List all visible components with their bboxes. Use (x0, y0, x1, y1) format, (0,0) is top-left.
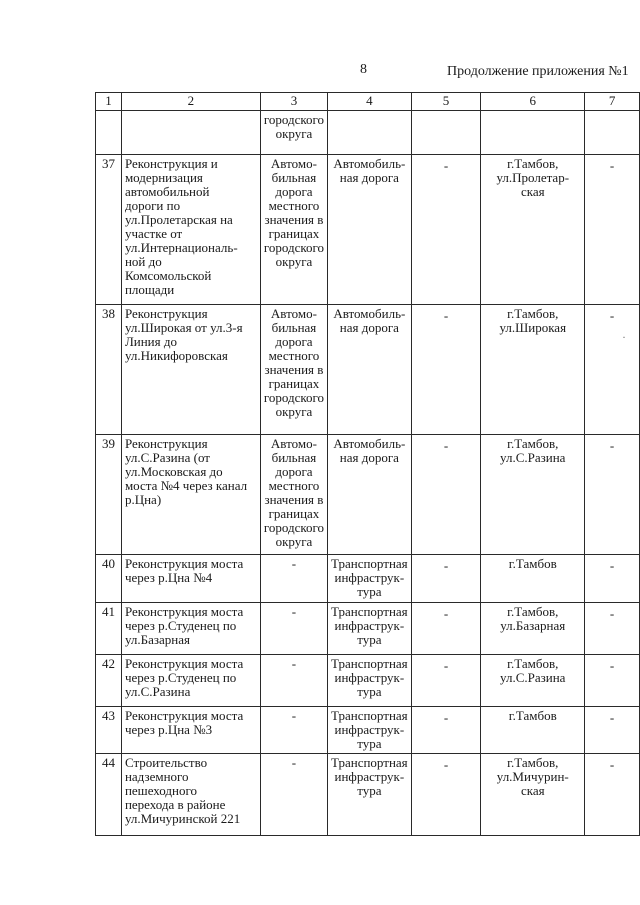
row-number: 43 (101, 708, 115, 723)
road-type-line: - (291, 556, 297, 571)
road-type-cell (260, 305, 327, 435)
row-number-cell (96, 155, 122, 305)
location-cell (481, 155, 585, 305)
road-type-line: округа (275, 254, 313, 269)
road-type-line: городского (263, 390, 325, 405)
road-type-line: - (291, 708, 297, 723)
location-line: г.Тамбов, (507, 156, 559, 171)
category-cell (328, 155, 412, 305)
location-line: г.Тамбов, (507, 306, 559, 321)
category-line: Транспортная (331, 604, 408, 619)
road-type-line: округа (275, 534, 313, 549)
category-line: ная дорога (339, 450, 399, 465)
object-name-line: через р.Цна №3 (124, 722, 213, 737)
location-line: г.Тамбов (508, 708, 557, 723)
road-type-line: бильная (271, 320, 317, 335)
location-line: г.Тамбов, (507, 604, 559, 619)
location-line: ул.С.Разина (500, 450, 566, 465)
road-type-line: бильная (271, 170, 317, 185)
object-name-line: Реконструкция (124, 306, 208, 321)
object-name-line: перехода в районе (124, 797, 226, 812)
row-number-cell (96, 555, 122, 603)
col5-cell (411, 655, 481, 707)
category-line: инфраструк- (334, 670, 405, 685)
location-line: ул.Мичурин- (496, 769, 569, 784)
col7-cell (585, 155, 640, 305)
object-name-line: Реконструкция моста (124, 708, 244, 723)
road-type-line: значения в (264, 212, 324, 227)
category-line: тура (357, 684, 382, 699)
col7-cell (585, 305, 640, 435)
road-type-line: значения в (264, 362, 324, 377)
road-type-line: округа (275, 404, 313, 419)
row-number-cell (96, 435, 122, 555)
col5-value: - (443, 308, 449, 323)
col7-value: - (609, 558, 615, 573)
col7-value: - (609, 658, 615, 673)
row-number-cell (96, 655, 122, 707)
category-line: Автомобиль- (333, 436, 406, 451)
object-name-cell (121, 603, 260, 655)
object-name-line: ул.Мичуринской 221 (124, 811, 241, 826)
road-type-cell (260, 655, 327, 707)
category-cell (328, 555, 412, 603)
row-number-cell (96, 707, 122, 754)
row-number-cell (96, 754, 122, 836)
category-line: Автомобиль- (333, 156, 406, 171)
row-number: 38 (101, 306, 115, 321)
category-line: ная дорога (339, 170, 399, 185)
col7-cell (585, 754, 640, 836)
object-name-cell (121, 754, 260, 836)
object-name-line: Линия до (124, 334, 177, 349)
object-name-line: Реконструкция моста (124, 604, 244, 619)
col7-value: - (609, 757, 615, 772)
location-cell (481, 707, 585, 754)
row-number: 39 (101, 436, 115, 451)
category-cell (328, 655, 412, 707)
row-number-cell (96, 603, 122, 655)
object-name-line: ул.Широкая от ул.3-я (124, 320, 243, 335)
object-name-line: пешеходного (124, 783, 197, 798)
road-type-line: Автомо- (270, 306, 317, 321)
column-header-1: 1 (96, 93, 122, 111)
roads-table (95, 92, 640, 836)
col7-value: - (609, 606, 615, 621)
table-row (96, 155, 640, 305)
location-line: г.Тамбов (508, 556, 557, 571)
col7-cell (585, 435, 640, 555)
col7-cell (585, 555, 640, 603)
object-name-line: Реконструкция (124, 436, 208, 451)
col5-cell (411, 305, 481, 435)
location-line: г.Тамбов, (507, 755, 559, 770)
object-name-cell (121, 555, 260, 603)
table-row (96, 655, 640, 707)
header-row (96, 93, 640, 111)
location-cell (481, 555, 585, 603)
object-name-line: надземного (124, 769, 189, 784)
road-type-cell (260, 155, 327, 305)
road-type-line: округа (275, 126, 313, 141)
object-name (121, 111, 260, 155)
table-row (96, 603, 640, 655)
margin-mark: · (622, 330, 626, 344)
col5-value: - (443, 438, 449, 453)
column-header-6: 6 (481, 93, 585, 111)
col5-value: - (443, 757, 449, 772)
row-number: 40 (101, 556, 115, 571)
table-row (96, 435, 640, 555)
col5-cell (411, 155, 481, 305)
object-name-line: через р.Студенец по (124, 670, 237, 685)
object-name-line: ной до (124, 254, 162, 269)
location-cell (481, 754, 585, 836)
object-name-line: ул.Никифоровская (124, 348, 228, 363)
road-type-line: дорога (275, 464, 313, 479)
col7-cell (585, 655, 640, 707)
location-line: ул.С.Разина (500, 670, 566, 685)
road-type-line: границах (268, 226, 320, 241)
col5-value: - (443, 658, 449, 673)
road-type-line: местного (268, 478, 320, 493)
col7-cell (585, 111, 640, 155)
object-name-line: Реконструкция моста (124, 656, 244, 671)
object-name-line: дороги по (124, 198, 181, 213)
category-line: инфраструк- (334, 570, 405, 585)
category-line: тура (357, 632, 382, 647)
category-cell (328, 435, 412, 555)
object-name-cell (121, 305, 260, 435)
location-line: ул.Базарная (500, 618, 566, 633)
object-name-line: р.Цна) (124, 492, 162, 507)
category-line: Транспортная (331, 656, 408, 671)
location-line: ул.Пролетар- (496, 170, 570, 185)
object-name-line: через р.Студенец по (124, 618, 237, 633)
road-type-cell (260, 435, 327, 555)
category-line: Транспортная (331, 755, 408, 770)
col5-cell (411, 111, 481, 155)
category-line: Транспортная (331, 708, 408, 723)
table-row (96, 754, 640, 836)
object-name-cell (121, 707, 260, 754)
object-name-line: Реконструкция и (124, 156, 218, 171)
category-cell (328, 754, 412, 836)
location-cell (481, 305, 585, 435)
object-name-cell (121, 155, 260, 305)
location-line: г.Тамбов, (507, 436, 559, 451)
road-type-cell (260, 707, 327, 754)
object-name-line: участке от (124, 226, 183, 241)
road-type-line: Автомо- (270, 436, 317, 451)
object-name-line: через р.Цна №4 (124, 570, 213, 585)
road-type-line: городского (263, 112, 325, 127)
column-header-7: 7 (585, 93, 640, 111)
page-number: 8 (360, 62, 367, 77)
continuation-title: Продолжение приложения №1 (447, 64, 629, 79)
col7-cell (585, 707, 640, 754)
object-name-line: ул.Пролетарская на (124, 212, 233, 227)
table-row (96, 305, 640, 435)
column-header-3: 3 (260, 93, 327, 111)
col5-cell (411, 707, 481, 754)
table-row (96, 707, 640, 754)
road-type-line: Автомо- (270, 156, 317, 171)
column-header-5: 5 (411, 93, 481, 111)
location-cell (481, 111, 585, 155)
object-name-line: ул.Московская до (124, 464, 223, 479)
category-line: тура (357, 736, 382, 751)
road-type-line: городского (263, 240, 325, 255)
column-header-4: 4 (328, 93, 412, 111)
category-cell (328, 111, 412, 155)
col5-cell (411, 603, 481, 655)
object-name-line: Реконструкция моста (124, 556, 244, 571)
road-type-line: бильная (271, 450, 317, 465)
category-cell (328, 305, 412, 435)
object-name-cell (121, 435, 260, 555)
category-line: ная дорога (339, 320, 399, 335)
category-line: инфраструк- (334, 769, 405, 784)
road-type-line: границах (268, 376, 320, 391)
col7-value: - (609, 438, 615, 453)
category-cell (328, 603, 412, 655)
road-type-line: - (291, 755, 297, 770)
road-type-line: - (291, 604, 297, 619)
object-name-line: ул.С.Разина (124, 684, 191, 699)
col5-cell (411, 555, 481, 603)
road-type-cell (260, 111, 327, 155)
road-type-line: - (291, 656, 297, 671)
category-line: Транспортная (331, 556, 408, 571)
object-name-cell (121, 655, 260, 707)
road-type-cell (260, 603, 327, 655)
road-type-line: значения в (264, 492, 324, 507)
location-cell (481, 655, 585, 707)
col5-value: - (443, 558, 449, 573)
row-number: 37 (101, 156, 115, 171)
location-line: ская (520, 184, 545, 199)
row-number: 41 (101, 604, 115, 619)
col5-value: - (443, 710, 449, 725)
col5-cell (411, 754, 481, 836)
category-cell (328, 707, 412, 754)
object-name-line: моста №4 через канал (124, 478, 248, 493)
location-line: ская (520, 783, 545, 798)
object-name-line: ул.С.Разина (от (124, 450, 210, 465)
category-line: тура (357, 783, 382, 798)
object-name-line: Комсомольской (124, 268, 212, 283)
object-name-line: автомобильной (124, 184, 210, 199)
col7-cell (585, 603, 640, 655)
object-name-line: модернизация (124, 170, 203, 185)
row-number: 44 (101, 755, 115, 770)
road-type-line: дорога (275, 184, 313, 199)
col7-value: - (609, 308, 615, 323)
table-row (96, 555, 640, 603)
col5-value: - (443, 158, 449, 173)
col7-value: - (609, 158, 615, 173)
road-type-line: городского (263, 520, 325, 535)
row-number-cell (96, 305, 122, 435)
object-name-line: ул.Базарная (124, 632, 190, 647)
location-line: ул.Широкая (499, 320, 567, 335)
location-cell (481, 603, 585, 655)
road-type-line: местного (268, 198, 320, 213)
location-line: г.Тамбов, (507, 656, 559, 671)
road-type-cell (260, 754, 327, 836)
col5-cell (411, 435, 481, 555)
category-line: Автомобиль- (333, 306, 406, 321)
road-type-cell (260, 555, 327, 603)
category-line: инфраструк- (334, 618, 405, 633)
object-name-line: площади (124, 282, 175, 297)
object-name-line: ул.Интернациональ- (124, 240, 238, 255)
column-header-2: 2 (121, 93, 260, 111)
row-number (96, 111, 122, 155)
continued-row (96, 111, 640, 155)
category-line: инфраструк- (334, 722, 405, 737)
road-type-line: границах (268, 506, 320, 521)
row-number: 42 (101, 656, 115, 671)
category-line: тура (357, 584, 382, 599)
road-type-line: дорога (275, 334, 313, 349)
road-type-line: местного (268, 348, 320, 363)
object-name-line: Строительство (124, 755, 208, 770)
col7-value: - (609, 710, 615, 725)
col5-value: - (443, 606, 449, 621)
location-cell (481, 435, 585, 555)
